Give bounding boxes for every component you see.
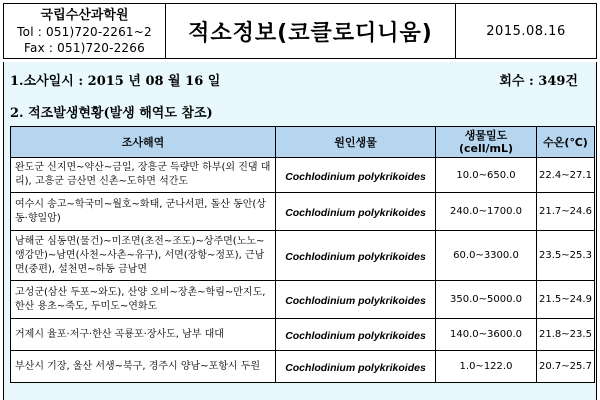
institute-fax: Fax : 051)720-2266 — [24, 41, 145, 55]
date-cell — [456, 4, 596, 58]
table-row — [11, 231, 595, 281]
density-cell: 140.0~3600.0 — [436, 319, 537, 351]
area-cell: 여수시 송고~학국미~월호~화태, 군나서편, 돌산 동안(상동·향일암) — [11, 193, 276, 231]
temp-cell: 21.5~24.9 — [537, 281, 595, 319]
survey-count: 회수 : 349건 — [499, 74, 578, 89]
header-density-label: 생물밀도 (cell/mL) — [458, 129, 514, 155]
header-density — [436, 127, 537, 158]
organism-cell: Cochlodinium polykrikoides — [276, 231, 436, 281]
area-cell: 고성군(삼산 두포~와도), 산양 오비~장촌~학림~만지도, 한산 용초~죽도, 두미도~연화도 — [11, 281, 276, 319]
organism-cell: Cochlodinium polykrikoides — [276, 351, 436, 383]
temp-cell: 21.7~24.6 — [537, 193, 595, 231]
table-row — [11, 319, 595, 351]
area-cell: 완도군 신지면~약산~금일, 장흥군 득량만 하부(외 진댐 대리), 고흥군 금산면 신촌~도하면 석간도 — [11, 158, 276, 193]
report-date: 2015.08.16 — [486, 23, 566, 39]
header-area: 조사해역 — [11, 127, 276, 158]
bloom-status-table — [10, 126, 595, 383]
title-cell — [166, 4, 456, 58]
table-row — [11, 193, 595, 231]
temp-cell: 22.4~27.1 — [537, 158, 595, 193]
area-cell: 부산시 기장, 울산 서생~북구, 경주시 양남~포항시 두원 — [11, 351, 276, 383]
density-cell: 60.0~3300.0 — [436, 231, 537, 281]
report-header — [3, 3, 597, 59]
density-cell: 10.0~650.0 — [436, 158, 537, 193]
temp-cell: 23.5~25.3 — [537, 231, 595, 281]
table-row — [11, 158, 595, 193]
institute-name: 국립수산과학원 — [40, 8, 129, 23]
organism-cell: Cochlodinium polykrikoides — [276, 281, 436, 319]
section-title: 2. 적조발생현황(발생 해역도 참조) — [10, 106, 213, 121]
temp-cell: 20.7~25.7 — [537, 351, 595, 383]
organism-cell: Cochlodinium polykrikoides — [276, 158, 436, 193]
organism-cell: Cochlodinium polykrikoides — [276, 193, 436, 231]
summary-line — [10, 70, 590, 90]
area-cell: 거제시 율포·저구·한산 곡룡포·장사도, 남부 대대 — [11, 319, 276, 351]
table-row — [11, 281, 595, 319]
table-row — [11, 351, 595, 383]
density-cell: 350.0~5000.0 — [436, 281, 537, 319]
header-organism: 원인생물 — [276, 127, 436, 158]
density-cell: 1.0~122.0 — [436, 351, 537, 383]
institute-info — [4, 4, 166, 58]
area-cell: 남해군 심동면(물건)~미조면(초전~조도)~상주면(노노~앵강만)~남면(사천~사촌~유구), 서면(장항~정포), 근남면(중편), 설천면~하동 금남면 — [11, 231, 276, 281]
report-title: 적소정보(코클로디니움) — [188, 20, 433, 46]
temp-cell: 21.8~23.5 — [537, 319, 595, 351]
report-body — [3, 62, 597, 400]
organism-cell: Cochlodinium polykrikoides — [276, 319, 436, 351]
table-header-row — [11, 127, 595, 158]
density-cell: 240.0~1700.0 — [436, 193, 537, 231]
institute-tel: Tol : 051)720-2261~2 — [17, 25, 152, 39]
survey-date: 1.소사일시 : 2015 년 08 월 16 일 — [10, 74, 221, 89]
header-temp: 수온(℃) — [537, 127, 595, 158]
